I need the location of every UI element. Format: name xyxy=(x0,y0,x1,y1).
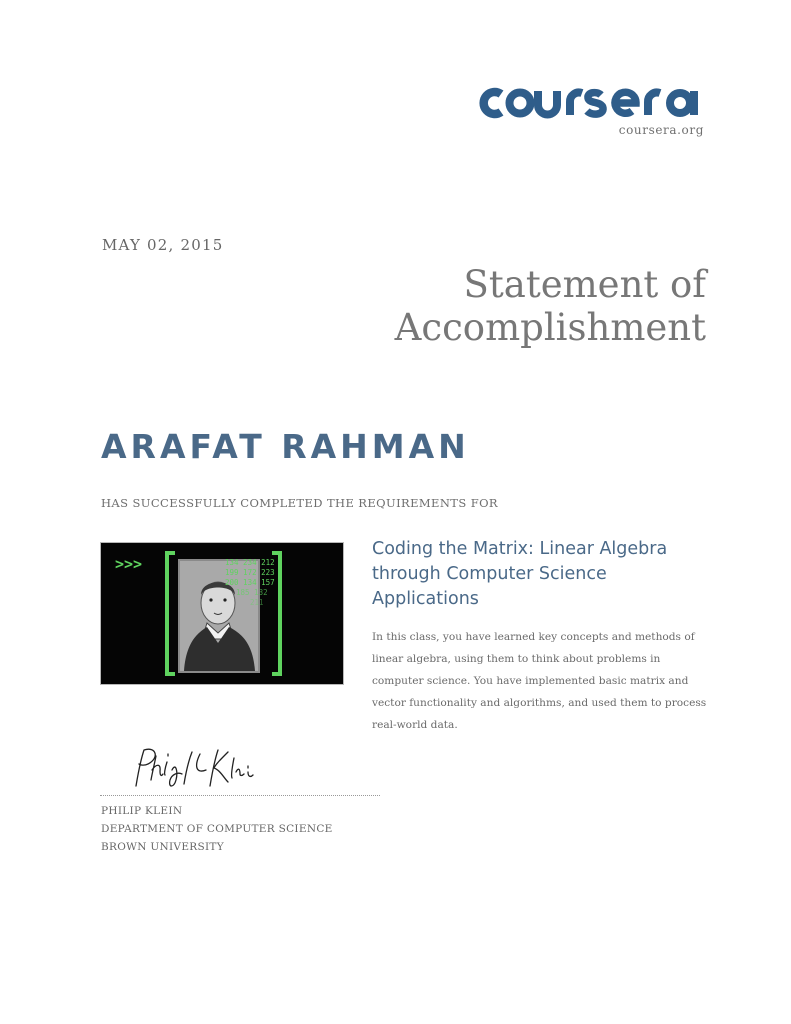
matrix-row: 199 172 223 xyxy=(225,568,275,577)
matrix-row: 134 234 212 xyxy=(225,558,275,567)
matrix-row: 185 132 xyxy=(236,588,268,597)
handwritten-signature xyxy=(130,744,280,792)
signer-name: PHILIP KLEIN xyxy=(101,805,183,817)
course-description: In this class, you have learned key concepts and methods of linear algebra, using them to think about problems in computer science. You have implemented basic matrix and vector functionality and algorithms, and used them to process real-world data. xyxy=(372,631,707,731)
recipient-name: ARAFAT RAHMAN xyxy=(101,427,470,466)
signature-line xyxy=(100,795,380,796)
completion-statement: HAS SUCCESSFULLY COMPLETED THE REQUIREMENTS FOR xyxy=(101,496,498,510)
prompt-text: >>> xyxy=(115,555,143,573)
matrix-row: 200 134 157 xyxy=(225,578,275,587)
site-url[interactable]: coursera.org xyxy=(618,123,704,137)
signer-department: DEPARTMENT OF COMPUTER SCIENCE xyxy=(101,823,333,835)
matrix-row: 211 xyxy=(250,598,264,607)
course-image xyxy=(100,542,344,685)
course-image-graphic xyxy=(101,543,343,684)
coursera-logo xyxy=(474,78,706,124)
course-title: Coding the Matrix: Linear Algebra through Computer Science Applications xyxy=(372,539,668,609)
issue-date: MAY 02, 2015 xyxy=(102,236,224,254)
signature-graphic xyxy=(130,744,280,792)
certificate-title: Statement of Accomplishment xyxy=(394,263,706,349)
coursera-logo-graphic xyxy=(474,78,706,124)
signer-university: BROWN UNIVERSITY xyxy=(101,841,224,853)
